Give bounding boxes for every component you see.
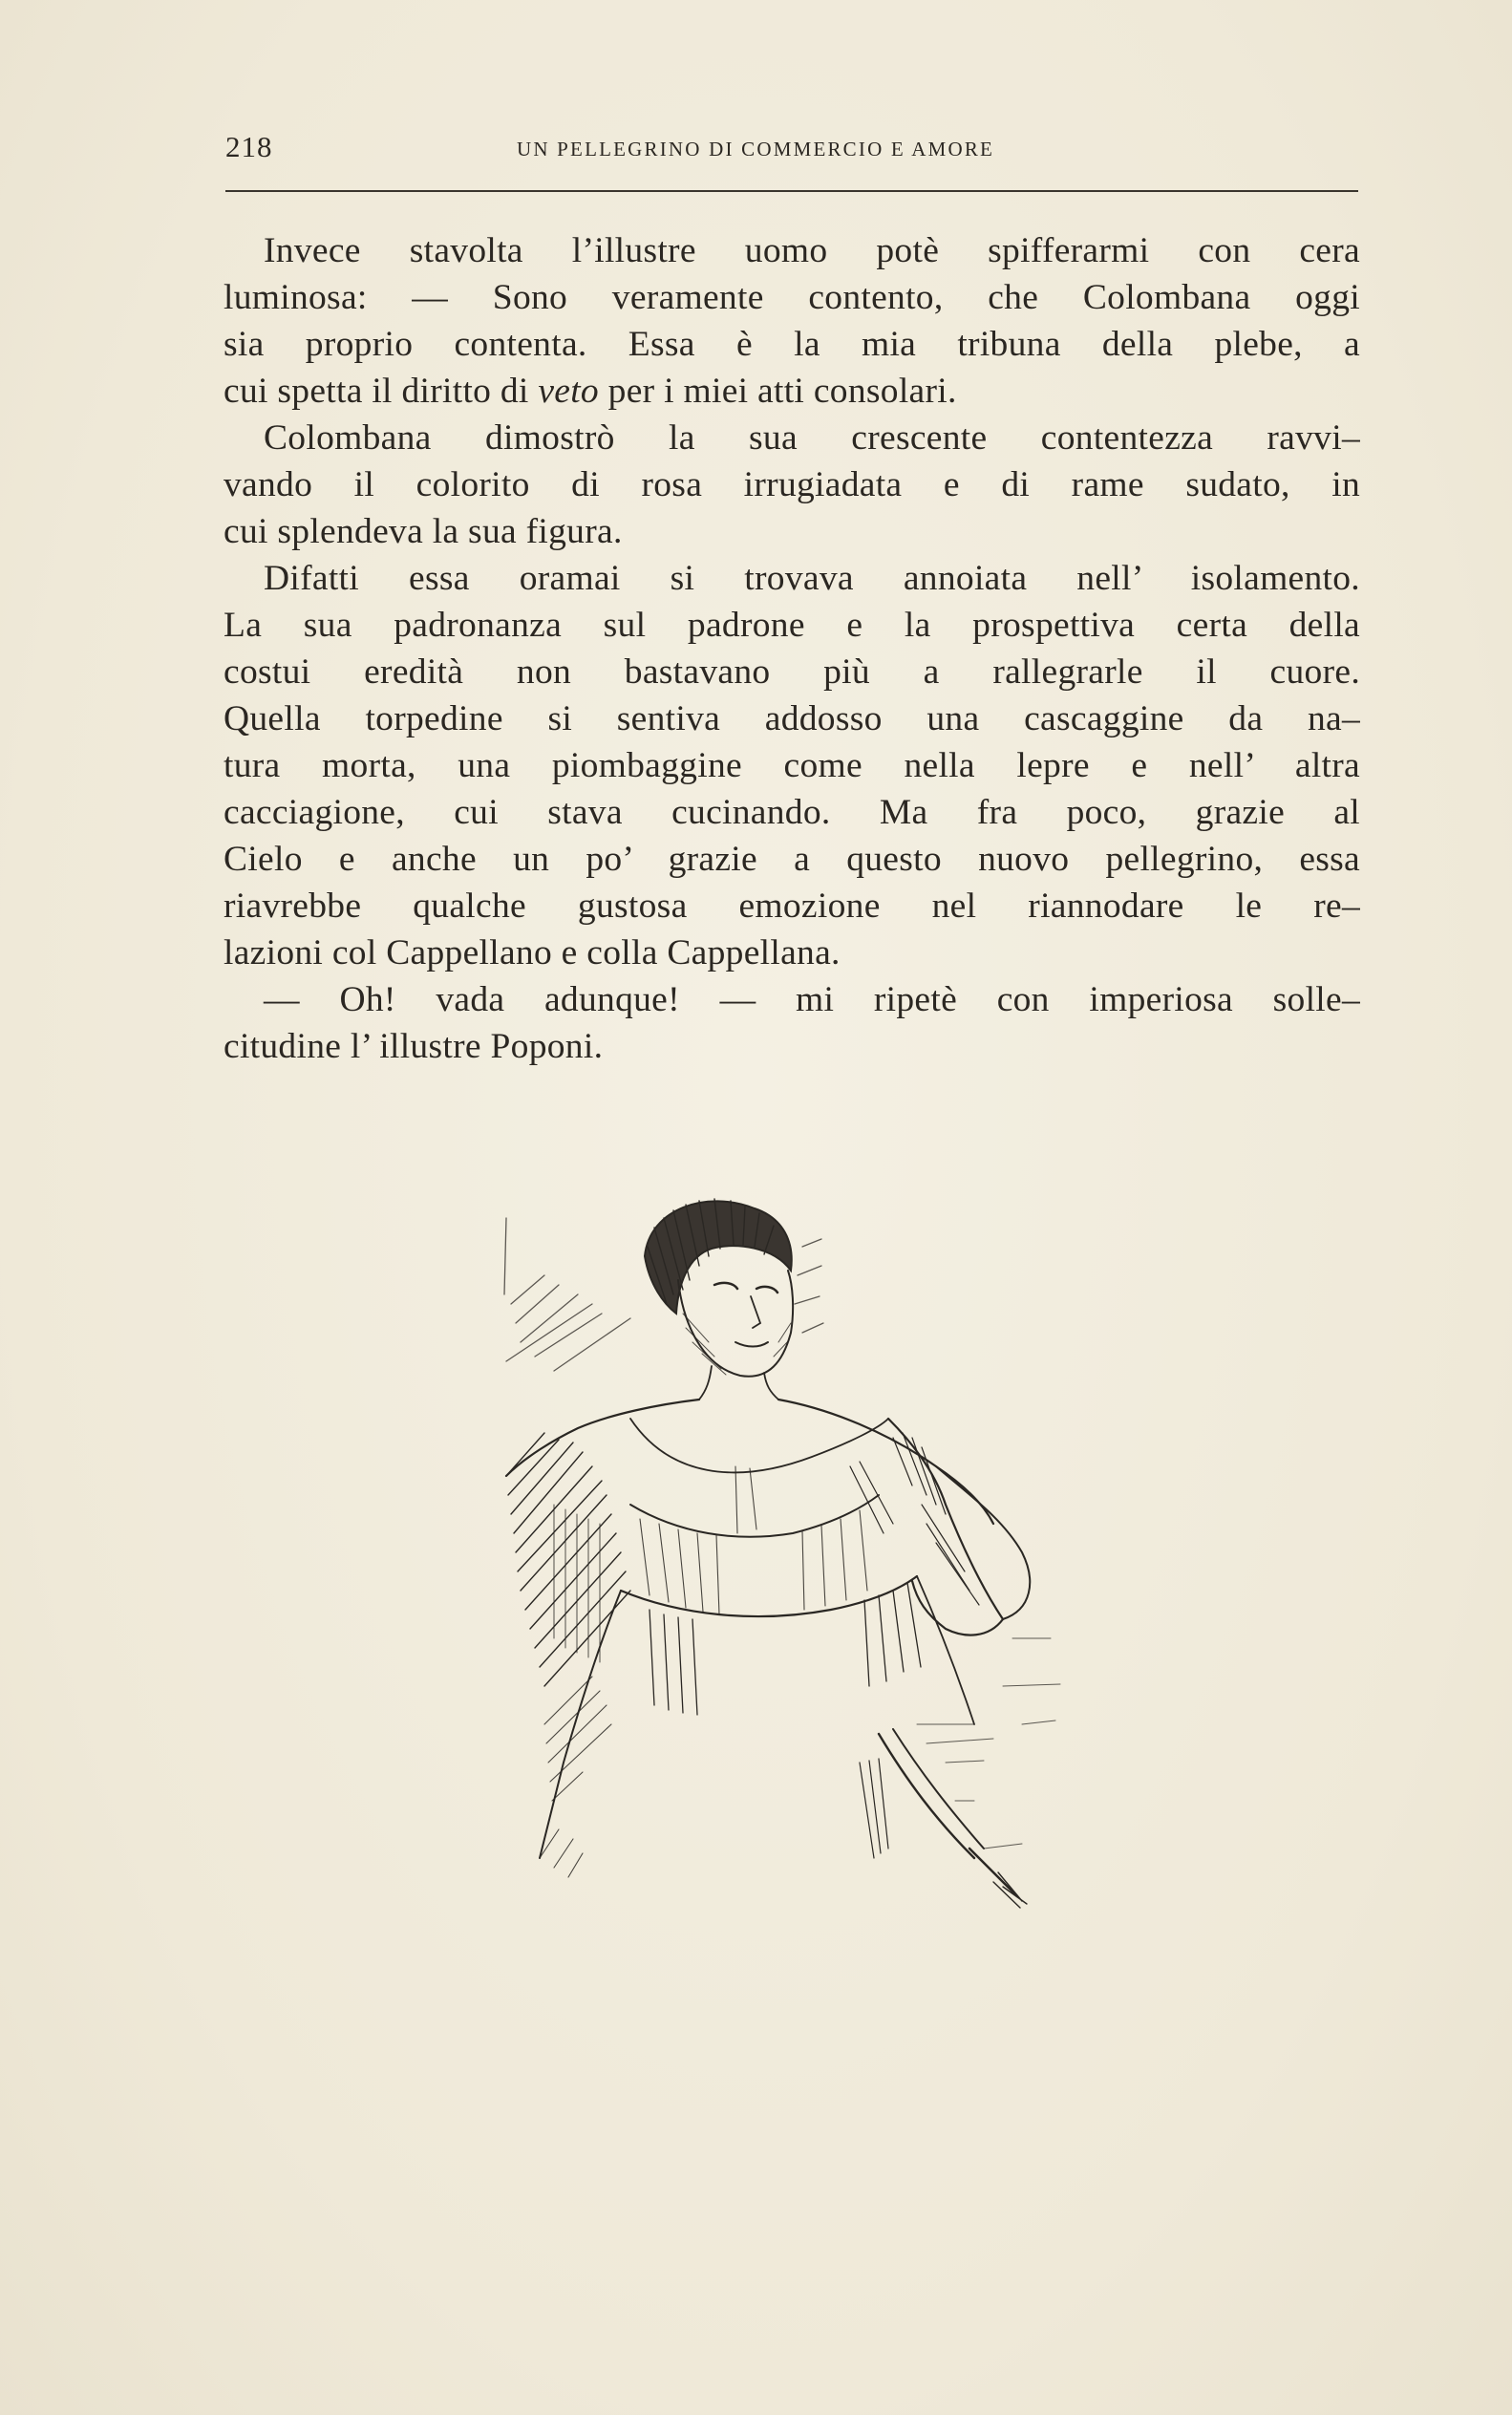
hair-mark <box>645 1201 792 1314</box>
text-line: sia proprio contenta. Essa è la mia tribuna della plebe, a <box>224 325 1360 364</box>
waist-line <box>621 1576 917 1616</box>
text-line: riavrebbe qualche gustosa emozione nel riannodare le re– <box>224 887 1360 926</box>
arm-outline <box>888 1419 1003 1635</box>
text-line: citudine l’ illustre Poponi. <box>224 1027 604 1066</box>
text-line: Quella torpedine si sentiva addosso una cascaggine da na– <box>224 699 1360 738</box>
italic-word: veto <box>538 372 599 411</box>
text-line: Cielo e anche un po’ grazie a questo nuovo pellegrino, essa <box>224 840 1360 879</box>
running-head <box>225 130 1358 168</box>
text-line: Colombana dimostrò la sua crescente contentezza ravvi– <box>264 418 1360 458</box>
text-line: cacciagione, cui stava cucinando. Ma fra poco, grazie al <box>224 793 1360 832</box>
page-number: 218 <box>225 130 273 163</box>
text-line: lazioni col Cappellano e colla Cappellana. <box>224 933 841 972</box>
text-line: — Oh! vada adunque! — mi ripetè con imperiosa solle– <box>264 980 1360 1019</box>
text-line: Difatti essa oramai si trovava annoiata nell’ isolamento. <box>264 559 1360 598</box>
text-line: cui splendeva la sua figura. <box>224 512 623 551</box>
running-title: UN PELLEGRINO DI COMMERCIO E AMORE <box>517 138 995 160</box>
woman-portrait-sketch-icon <box>487 1189 1089 1954</box>
text-line <box>224 368 1360 415</box>
text-line: La sua padronanza sul padrone e la prospettiva certa della <box>224 606 1360 645</box>
text-segment: per i miei atti consolari. <box>599 372 957 411</box>
text-line: vando il colorito di rosa irrugiadata e di rame sudato, in <box>224 465 1360 504</box>
text-line: luminosa: — Sono veramente contento, che Colombana oggi <box>224 278 1360 317</box>
broom-handle <box>879 1734 974 1858</box>
text-line: costui eredità non bastavano più a rallegrarle il cuore. <box>224 652 1360 692</box>
header-rule <box>225 190 1358 192</box>
body-text <box>224 227 1360 1070</box>
text-line: tura morta, una piombaggine come nella lepre e nell’ altra <box>224 746 1360 785</box>
text-segment: cui spetta il diritto di <box>224 372 539 411</box>
text-line: Invece stavolta l’illustre uomo potè spifferarmi con cera <box>264 231 1360 270</box>
